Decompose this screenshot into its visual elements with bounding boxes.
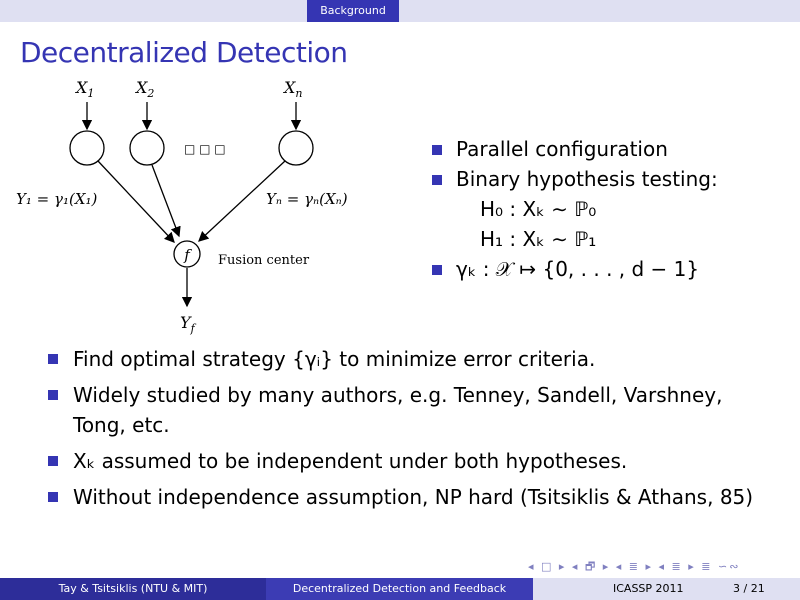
section-tab-background[interactable]: Background <box>307 0 399 22</box>
sensor-ellipsis: □ □ □ <box>184 142 226 156</box>
bullet-text: γₖ : 𝒳 ↦ {0, . . . , d − 1} <box>456 257 700 281</box>
sensor-label-n: $X_n$ <box>284 78 303 100</box>
beamer-navigation-icons[interactable]: ◂ □ ▸ ◂ 🗗 ▸ ◂ ≣ ▸ ◂ ≣ ▸ ≣ ∽∾ <box>528 560 741 573</box>
bullet-square-icon <box>432 265 442 275</box>
bullet-square-icon <box>432 145 442 155</box>
list-item <box>432 164 792 254</box>
bullet-square-icon <box>48 456 58 466</box>
footer-talk-title: Decentralized Detection and Feedback <box>266 578 533 600</box>
list-item <box>48 344 778 374</box>
message-arrow-1 <box>98 161 174 242</box>
bullet-text: Find optimal strategy {γᵢ} to minimize error criteria. <box>73 347 596 371</box>
list-item <box>48 482 778 512</box>
sensor-label-1: $X_1$ <box>76 78 95 100</box>
bullet-text: Parallel configuration <box>456 137 668 161</box>
message-arrow-2 <box>152 165 179 236</box>
bullet-text: Binary hypothesis testing: <box>456 167 718 191</box>
sensor-node-2 <box>130 131 164 165</box>
sensor-node-n <box>279 131 313 165</box>
slide-footer <box>0 578 800 600</box>
right-bullet-list <box>432 134 792 284</box>
bullet-square-icon <box>48 390 58 400</box>
sensor-node-1 <box>70 131 104 165</box>
right-message-label: Yₙ = γₙ(Xₙ) <box>266 190 348 208</box>
list-item <box>432 134 792 164</box>
bullet-square-icon <box>48 492 58 502</box>
fusion-center-label: Fusion center <box>218 253 310 268</box>
list-item <box>432 254 792 284</box>
left-message-label: Y₁ = γ₁(X₁) <box>16 190 98 208</box>
bullet-text: Without independence assumption, NP hard (Tsitsiklis & Athans, 85) <box>73 485 754 509</box>
footer-page-number: 3 / 21 <box>733 582 765 595</box>
output-label: $Y_f$ <box>180 313 195 335</box>
bullet-square-icon <box>432 175 442 185</box>
hypothesis-h1: H₁ : Xₖ ∼ ℙ₁ <box>480 227 597 251</box>
bullet-square-icon <box>48 354 58 364</box>
footer-authors: Tay & Tsitsiklis (NTU & MIT) <box>0 578 266 600</box>
hypothesis-h0: H₀ : Xₖ ∼ ℙ₀ <box>480 197 597 221</box>
list-item <box>48 380 778 440</box>
fusion-symbol: f <box>184 246 190 264</box>
bullet-text: Xₖ assumed to be independent under both hypotheses. <box>73 449 628 473</box>
list-item <box>48 446 778 476</box>
sensor-label-2: $X_2$ <box>136 78 155 100</box>
slide-title: Decentralized Detection <box>20 36 348 69</box>
footer-right-panel <box>533 578 800 600</box>
bullet-text: Widely studied by many authors, e.g. Tenney, Sandell, Varshney, Tong, etc. <box>73 383 723 437</box>
bottom-bullet-list <box>48 344 778 518</box>
footer-conference: ICASSP 2011 <box>613 582 684 595</box>
